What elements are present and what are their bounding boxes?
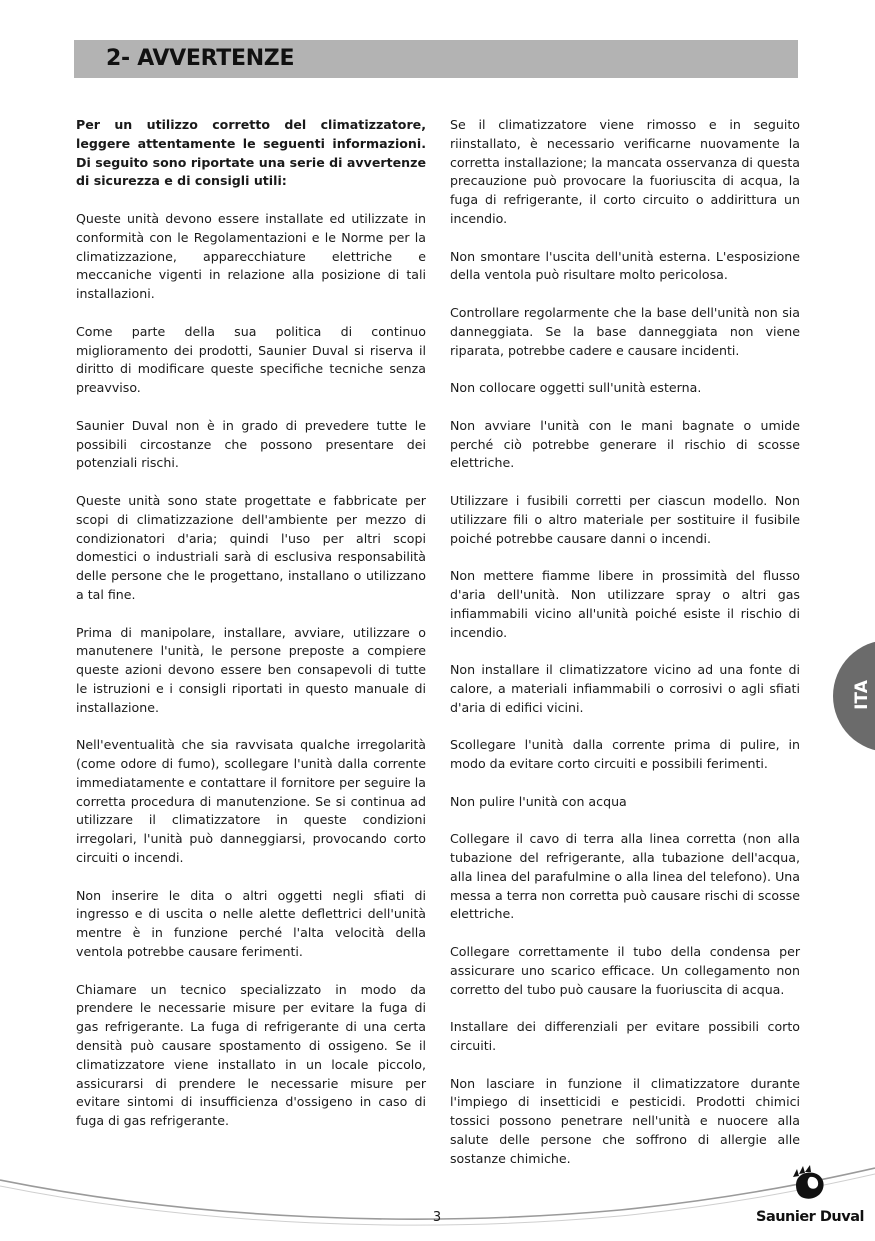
paragraph: Non avviare l'unità con le mani bagnate o umide perché ciò potrebbe generare il rischio di scosse elettriche. bbox=[450, 417, 800, 471]
paragraph: Come parte della sua politica di continuo miglioramento dei prodotti, Saunier Duval si riserva il diritto di modificare queste specifiche tecniche senza preavviso. bbox=[76, 323, 426, 396]
paragraph: Non lasciare in funzione il climatizzatore durante l'impiego di insetticidi e pesticidi. Prodotti chimici tossici possono penetrare nell'unità e nuocere alla salute delle persone che soffrono di allergie alle sostanze chimiche. bbox=[450, 1075, 800, 1166]
paragraph: Collegare il cavo di terra alla linea corretta (non alla tubazione del refrigerante, alla tubazione dell'acqua, alla linea del parafulmine o alla linea del telefono). Una messa a terra non corretta può causare rischi di scosse elettriche. bbox=[450, 831, 800, 922]
paragraph: Scollegare l'unità dalla corrente prima di pulire, in modo da evitare corto circuiti e possibili ferimenti. bbox=[450, 737, 800, 772]
paragraph: Non inserire le dita o altri oggetti negli sfiati di ingresso e di uscita o nelle alette deflettrici dell'unità mentre è in funzione perché l'alta velocità della ventola potrebbe causare ferimenti. bbox=[76, 887, 426, 960]
paragraph: Saunier Duval non è in grado di prevedere tutte le possibili circostanze che possono presentare dei potenziali rischi. bbox=[76, 417, 426, 471]
section-title: 2- AVVERTENZE bbox=[106, 46, 295, 71]
section-header-bar bbox=[74, 40, 798, 78]
paragraph: Queste unità devono essere installate ed utilizzate in conformità con le Regolamentazioni e le Norme per la climatizzazione, apparecchiature elettriche e meccaniche vigenti in relazione alla posizione di tali installazioni. bbox=[76, 210, 426, 302]
paragraph: Queste unità sono state progettate e fabbricate per scopi di climatizzazione dell'ambiente per mezzo di condizionatori d'aria; quindi l'uso per altri scopi domestici o industriali sarà di esclusiva responsabilità delle persone che le progettano, installano o utilizzano a tal fine. bbox=[76, 492, 426, 602]
paragraph: Collegare correttamente il tubo della condensa per assicurare uno scarico efficace. Un collegamento non corretto del tubo può causare la fuoriuscita di acqua. bbox=[450, 944, 800, 997]
brand-logo-text: Saunier Duval bbox=[756, 1209, 864, 1225]
paragraph: Non pulire l'unità con acqua bbox=[450, 793, 627, 809]
paragraph: Controllare regolarmente che la base dell'unità non sia danneggiata. Se la base danneggiata non viene riparata, potrebbe cadere e causare incidenti. bbox=[450, 304, 800, 358]
saunier-duval-logo-icon bbox=[788, 1163, 830, 1203]
page-number: 3 bbox=[432, 1210, 442, 1225]
paragraph: Non installare il climatizzatore vicino ad una fonte di calore, a materiali infiammabili o corrosivi o agli sfiati d'aria di edifici vicini. bbox=[450, 662, 800, 715]
intro-paragraph: Per un utilizzo corretto del climatizzatore, leggere attentamente le seguenti informazioni. Di seguito sono riportate una serie di avvertenze di sicurezza e di consigli utili: bbox=[76, 117, 426, 189]
paragraph: Prima di manipolare, installare, avviare, utilizzare o manutenere l'unità, le persone preposte a compiere queste azioni devono essere ben consapevoli di tutte le istruzioni e i consigli riportati in questo manuale di installazione. bbox=[76, 624, 426, 715]
paragraph: Chiamare un tecnico specializzato in modo da prendere le necessarie misure per evitare la fuga di gas refrigerante. La fuga di refrigerante di una certa densità può causare spostamento di ossigeno. Se il climatizzatore viene installato in un locale piccolo, assicurarsi di prendere le necessarie misure per evitare sintomi di insufficienza d'ossigeno in caso di fuga di gas refrigerante. bbox=[76, 981, 426, 1129]
paragraph: Non collocare oggetti sull'unità esterna. bbox=[450, 380, 702, 396]
paragraph: Utilizzare i fusibili corretti per ciascun modello. Non utilizzare fili o altro materiale per sostituire il fusibile poiché potrebbe causare danni o incendi. bbox=[450, 492, 800, 546]
left-column bbox=[76, 116, 426, 1150]
paragraph: Installare dei differenziali per evitare possibili corto circuiti. bbox=[450, 1019, 800, 1054]
paragraph: Non smontare l'uscita dell'unità esterna. L'esposizione della ventola può risultare molto pericolosa. bbox=[450, 248, 800, 283]
paragraph: Non mettere fiamme libere in prossimità del flusso d'aria dell'unità. Non utilizzare spray o altri gas infiammabili vicino all'unità poiché esiste il rischio di incendio. bbox=[450, 568, 800, 640]
right-column bbox=[450, 116, 800, 1187]
language-tab-label: ITA bbox=[852, 680, 872, 710]
footer-swoosh-decoration bbox=[0, 1150, 875, 1241]
paragraph: Se il climatizzatore viene rimosso e in seguito riinstallato, è necessario verificarne nuovamente la corretta installazione; la mancata osservanza di questa precauzione può provocare la fuoriuscita di acqua, la fuga di refrigerante, il corto circuito o addirittura un incendio. bbox=[450, 117, 800, 226]
paragraph: Nell'eventualità che sia ravvisata qualche irregolarità (come odore di fumo), scollegare l'unità dalla corrente immediatamente e contattare il fornitore per seguire la corretta procedura di manutenzione. Se si continua ad utilizzare il climatizzatore in queste condizioni irregolari, l'unità può danneggiarsi, provocando corto circuiti o incendi. bbox=[76, 737, 426, 866]
